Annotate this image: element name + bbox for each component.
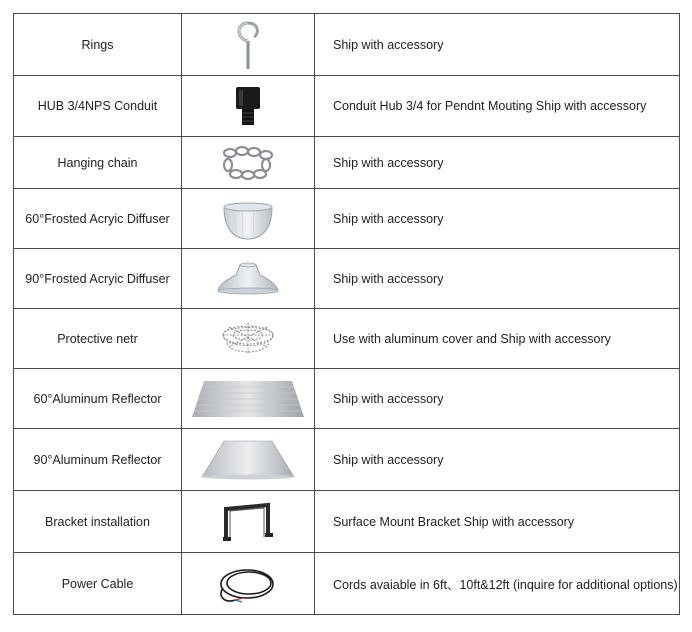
- item-name: HUB 3/4NPS Conduit: [14, 76, 182, 137]
- table-row: [14, 369, 680, 429]
- item-name: Hanging chain: [14, 137, 182, 189]
- bracket-icon: [220, 499, 276, 545]
- dome-diffuser-icon: [218, 197, 278, 241]
- conduit-hub-icon: [230, 85, 266, 127]
- item-description: Ship with accessory: [315, 249, 680, 309]
- table-row: [14, 189, 680, 249]
- table-row: [14, 249, 680, 309]
- table-row: [14, 137, 680, 189]
- item-description: Ship with accessory: [315, 137, 680, 189]
- item-name: Power Cable: [14, 553, 182, 615]
- item-description: Ship with accessory: [315, 189, 680, 249]
- item-description: Use with aluminum cover and Ship with accessory: [315, 309, 680, 369]
- reflector-60-icon: [190, 377, 306, 421]
- table-row: [14, 309, 680, 369]
- power-cable-icon: [215, 562, 281, 606]
- accessory-table: [13, 13, 680, 615]
- item-name: 90°Aluminum Reflector: [14, 429, 182, 491]
- table-row: [14, 429, 680, 491]
- item-description: Cords avaiable in 6ft、10ft&12ft (inquire for additional options): [315, 553, 680, 615]
- table-row: [14, 553, 680, 615]
- chain-icon: [220, 145, 276, 181]
- item-name: 60°Frosted Acryic Diffuser: [14, 189, 182, 249]
- flared-diffuser-icon: [214, 259, 282, 299]
- item-name: Bracket installation: [14, 491, 182, 553]
- item-description: Ship with accessory: [315, 14, 680, 76]
- item-name: 90°Frosted Acryic Diffuser: [14, 249, 182, 309]
- wire-guard-icon: [217, 319, 279, 359]
- table-row: [14, 76, 680, 137]
- item-name: 60°Aluminum Reflector: [14, 369, 182, 429]
- item-description: Conduit Hub 3/4 for Pendnt Mouting Ship with accessory: [315, 76, 680, 137]
- item-description: Ship with accessory: [315, 369, 680, 429]
- table-row: [14, 14, 680, 76]
- hook-ring-icon: [228, 19, 268, 71]
- table-row: [14, 491, 680, 553]
- item-name: Rings: [14, 14, 182, 76]
- item-description: Ship with accessory: [315, 429, 680, 491]
- item-description: Surface Mount Bracket Ship with accessory: [315, 491, 680, 553]
- item-name: Protective netr: [14, 309, 182, 369]
- reflector-90-icon: [200, 439, 296, 481]
